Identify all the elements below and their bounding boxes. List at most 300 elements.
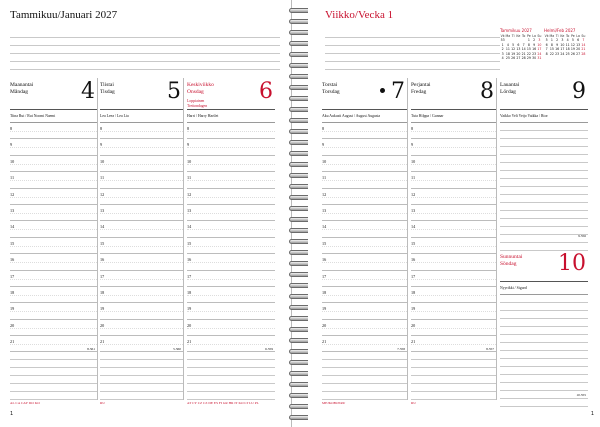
holiday-name	[187, 99, 207, 108]
notes-line[interactable]	[411, 352, 496, 360]
hour-slot[interactable]	[100, 238, 183, 254]
weekday-header: Ma	[505, 34, 511, 38]
calendar-day[interactable]: 3	[561, 38, 564, 43]
hour-slot[interactable]	[100, 156, 183, 172]
hour-slot[interactable]	[10, 172, 97, 188]
hour-label: 18	[411, 289, 416, 295]
half-hour-line	[100, 131, 183, 132]
notes-line[interactable]	[500, 235, 588, 243]
notes-line[interactable]	[500, 139, 588, 147]
calendar-day[interactable]: 18	[565, 47, 570, 52]
hour-slot[interactable]	[322, 238, 407, 254]
calendar-day[interactable]: 6	[577, 38, 580, 43]
calendar-day[interactable]: 2	[556, 38, 559, 43]
half-hour-line	[10, 164, 97, 165]
calendar-day[interactable]: 23	[555, 51, 560, 56]
calendar-day[interactable]: 10	[560, 42, 565, 47]
calendar-day[interactable]: 22	[549, 51, 554, 56]
hour-label: 19	[187, 306, 192, 312]
hour-label: 13	[187, 207, 192, 213]
half-hour-line	[10, 311, 97, 312]
half-hour-line	[100, 213, 183, 214]
half-hour-line	[322, 246, 407, 247]
country-codes: AL CA CAY DO KO	[10, 401, 40, 405]
day-number: 6	[259, 79, 273, 104]
hour-label: 10	[411, 158, 416, 164]
notes-line[interactable]	[500, 343, 588, 351]
half-hour-line	[187, 229, 275, 230]
hour-label: 21	[10, 339, 15, 345]
week-number[interactable]: 6	[545, 42, 548, 47]
day-column	[322, 78, 408, 400]
hour-slot[interactable]	[411, 303, 496, 319]
hour-slot[interactable]	[10, 254, 97, 270]
week-number[interactable]: 4	[501, 56, 504, 61]
days-remaining: 9.356	[578, 234, 586, 238]
notes-line[interactable]	[100, 360, 183, 368]
weekday-header: To	[521, 34, 526, 38]
half-hour-line	[100, 147, 183, 148]
notes-area-right	[325, 30, 500, 70]
calendar-day[interactable]: 13	[516, 47, 521, 52]
half-hour-line	[10, 279, 97, 280]
hour-slot[interactable]	[187, 123, 275, 139]
half-hour-line	[187, 164, 275, 165]
notes-line[interactable]	[10, 392, 97, 400]
notes-line[interactable]	[100, 392, 183, 400]
half-hour-line	[322, 295, 407, 296]
notes-line[interactable]	[500, 367, 588, 375]
half-hour-line	[411, 213, 496, 214]
calendar-day[interactable]: 4	[566, 38, 569, 43]
page-number-left: 1	[10, 411, 14, 417]
calendar-day[interactable]: 26	[570, 51, 575, 56]
calendar-day[interactable]: 22	[526, 51, 531, 56]
half-hour-line	[187, 131, 275, 132]
hour-label: 20	[100, 322, 105, 328]
notes-line[interactable]	[500, 163, 588, 171]
half-hour-line	[100, 197, 183, 198]
hour-label: 16	[322, 257, 327, 263]
half-hour-line	[10, 197, 97, 198]
hour-slot[interactable]	[187, 139, 275, 155]
half-hour-line	[100, 344, 183, 345]
hour-slot[interactable]	[187, 205, 275, 221]
hour-slot[interactable]	[10, 221, 97, 237]
hour-slot[interactable]	[411, 189, 496, 205]
half-hour-line	[322, 279, 407, 280]
hour-label: 8	[187, 126, 190, 131]
notes-line[interactable]	[322, 384, 407, 392]
weekday-header: Ti	[555, 34, 559, 38]
notes-line[interactable]	[500, 187, 588, 195]
hour-slot[interactable]	[100, 287, 183, 303]
calendar-day[interactable]: 16	[555, 47, 560, 52]
notes-line[interactable]	[411, 368, 496, 376]
notes-line[interactable]	[500, 359, 588, 367]
hour-slot[interactable]	[411, 123, 496, 139]
hour-slot[interactable]	[322, 336, 407, 352]
weekday-header: Su	[581, 34, 586, 38]
day-header	[10, 78, 97, 110]
hour-slot[interactable]	[100, 320, 183, 336]
notes-line[interactable]	[500, 179, 588, 187]
hour-label: 17	[322, 273, 327, 279]
notes-line[interactable]	[500, 131, 588, 139]
hour-slot[interactable]	[322, 123, 407, 139]
hour-label: 18	[187, 289, 192, 295]
calendar-day[interactable]: 20	[576, 47, 581, 52]
calendar-day[interactable]: 31	[537, 56, 542, 61]
calendar-day[interactable]: 24	[537, 51, 542, 56]
hour-slot[interactable]	[411, 156, 496, 172]
name-day-line: Tiina Rut / Rut Noomi Naemi	[10, 110, 97, 123]
calendar-day[interactable]: 5	[571, 38, 574, 43]
half-hour-line	[10, 246, 97, 247]
day-name-fi: Keskiviikko	[187, 82, 214, 88]
calendar-day[interactable]: 17	[560, 47, 565, 52]
hour-slot[interactable]	[10, 287, 97, 303]
notes-line[interactable]	[500, 391, 588, 399]
name-day-line: Aku Aukusti August / August Augusta	[322, 110, 407, 123]
calendar-day[interactable]: 29	[526, 56, 531, 61]
calendar-day[interactable]: 30	[532, 56, 537, 61]
half-hour-line	[411, 197, 496, 198]
mini-calendar-february	[544, 28, 586, 56]
weekday-header: Vk	[544, 34, 549, 38]
day-header	[500, 250, 588, 282]
half-hour-line	[10, 131, 97, 132]
calendar-day[interactable]: 19	[511, 51, 516, 56]
hour-slot[interactable]	[10, 139, 97, 155]
notes-line[interactable]	[187, 384, 275, 392]
hour-slot[interactable]	[411, 254, 496, 270]
calendar-day[interactable]: 8	[527, 42, 530, 47]
name-day-line: Tuta Hilppa / Gunnar	[411, 110, 496, 123]
hour-slot[interactable]	[411, 320, 496, 336]
notes-line[interactable]	[500, 375, 588, 383]
notes-line[interactable]	[10, 376, 97, 384]
notes-line[interactable]	[500, 155, 588, 163]
notes-line[interactable]	[322, 376, 407, 384]
hour-slot[interactable]	[100, 221, 183, 237]
weekday-header: To	[565, 34, 570, 38]
calendar-day[interactable]: 1	[550, 38, 553, 43]
calendar-day[interactable]: 20	[516, 51, 521, 56]
moon-phase-icon	[380, 88, 385, 93]
half-hour-line	[10, 295, 97, 296]
calendar-day[interactable]: 28	[521, 56, 526, 61]
calendar-day[interactable]: 7	[582, 38, 585, 43]
hour-label: 20	[10, 322, 15, 328]
hour-label: 20	[411, 322, 416, 328]
calendar-day[interactable]: 1	[527, 38, 530, 43]
notes-line[interactable]	[500, 303, 588, 311]
notes-line[interactable]	[500, 211, 588, 219]
hour-slot[interactable]	[10, 238, 97, 254]
hour-slot[interactable]	[100, 172, 183, 188]
day-name-sv: Onsdag	[187, 89, 204, 95]
hour-slot[interactable]	[411, 336, 496, 352]
notes-line[interactable]	[187, 360, 275, 368]
hour-slot[interactable]	[10, 205, 97, 221]
calendar-day[interactable]: 9	[533, 42, 536, 47]
half-hour-line	[411, 131, 496, 132]
notes-line[interactable]	[100, 352, 183, 360]
hour-label: 13	[100, 207, 105, 213]
half-hour-line	[100, 295, 183, 296]
hour-label: 16	[100, 257, 105, 263]
calendar-day[interactable]: 9	[556, 42, 559, 47]
hour-label: 12	[322, 191, 327, 197]
week-number[interactable]: 5	[545, 38, 548, 43]
calendar-day[interactable]: 2	[533, 38, 536, 43]
mini-calendar-january	[500, 28, 542, 60]
calendar-day[interactable]: 14	[521, 47, 526, 52]
hour-label: 8	[322, 126, 325, 131]
hour-slot[interactable]	[187, 320, 275, 336]
half-hour-line	[322, 262, 407, 263]
hour-label: 17	[10, 273, 15, 279]
notes-line[interactable]	[411, 392, 496, 400]
calendar-day[interactable]: 16	[532, 47, 537, 52]
hour-slot[interactable]	[322, 156, 407, 172]
calendar-day[interactable]: 23	[532, 51, 537, 56]
notes-line[interactable]	[500, 383, 588, 391]
half-hour-line	[100, 328, 183, 329]
hour-slot[interactable]	[322, 303, 407, 319]
notes-line[interactable]	[500, 319, 588, 327]
hour-label: 9	[187, 142, 190, 148]
hour-label: 14	[10, 224, 15, 230]
day-name	[411, 82, 431, 96]
notes-line[interactable]	[500, 227, 588, 235]
half-hour-line	[322, 131, 407, 132]
week-number[interactable]: 3	[501, 51, 504, 56]
hour-slot[interactable]	[187, 336, 275, 352]
weekday-header: Ke	[516, 34, 521, 38]
half-hour-line	[411, 229, 496, 230]
notes-line[interactable]	[500, 123, 588, 131]
weekday-header: Vk	[500, 34, 505, 38]
notes-line[interactable]	[322, 360, 407, 368]
name-day-line: Lea Leea / Lea Lia	[100, 110, 183, 123]
hour-slot[interactable]	[187, 221, 275, 237]
half-hour-line	[187, 311, 275, 312]
notes-line[interactable]	[500, 295, 588, 303]
hour-slot[interactable]	[10, 336, 97, 352]
hour-slot[interactable]	[411, 172, 496, 188]
notes-line[interactable]	[100, 368, 183, 376]
calendar-day[interactable]: 17	[537, 47, 542, 52]
hour-slot[interactable]	[322, 271, 407, 287]
hour-slot[interactable]	[10, 189, 97, 205]
half-hour-line	[322, 180, 407, 181]
half-hour-line	[322, 311, 407, 312]
day-name	[500, 254, 522, 268]
half-hour-line	[322, 197, 407, 198]
hour-slot[interactable]	[322, 287, 407, 303]
hour-slot[interactable]	[411, 287, 496, 303]
hour-slot[interactable]	[322, 189, 407, 205]
hour-slot[interactable]	[187, 189, 275, 205]
hour-slot[interactable]	[10, 271, 97, 287]
notes-line[interactable]	[10, 360, 97, 368]
notes-line[interactable]	[500, 203, 588, 211]
calendar-day[interactable]: 6	[517, 42, 520, 47]
calendar-day[interactable]: 15	[549, 47, 554, 52]
hour-slot[interactable]	[187, 238, 275, 254]
calendar-day[interactable]: 11	[505, 47, 510, 52]
hour-slot[interactable]	[100, 189, 183, 205]
days-remaining: 7.358	[397, 346, 405, 351]
calendar-day[interactable]: 24	[560, 51, 565, 56]
day-number: 9	[572, 79, 586, 104]
hour-slot[interactable]	[100, 303, 183, 319]
hour-slot[interactable]	[411, 221, 496, 237]
calendar-day[interactable]: 8	[550, 42, 553, 47]
half-hour-line	[100, 164, 183, 165]
notes-line[interactable]	[500, 311, 588, 319]
notes-line[interactable]	[500, 399, 588, 407]
notes-line[interactable]	[411, 360, 496, 368]
day-name	[500, 82, 519, 96]
hour-slot[interactable]	[322, 320, 407, 336]
hour-slot[interactable]	[10, 156, 97, 172]
hour-slot[interactable]	[322, 221, 407, 237]
notes-area-left	[10, 30, 280, 70]
hour-slot[interactable]	[322, 254, 407, 270]
calendar-day[interactable]: 25	[565, 51, 570, 56]
notes-line[interactable]	[500, 219, 588, 227]
hour-label: 9	[411, 142, 414, 148]
notes-line[interactable]	[322, 352, 407, 360]
hour-slot[interactable]	[100, 271, 183, 287]
hour-slot[interactable]	[100, 336, 183, 352]
day-name-sv: Tisdag	[100, 89, 115, 95]
hour-label: 11	[187, 175, 192, 181]
notes-line[interactable]	[500, 147, 588, 155]
hour-slot[interactable]	[100, 205, 183, 221]
hour-slot[interactable]	[187, 254, 275, 270]
calendar-day[interactable]: 14	[581, 42, 586, 47]
calendar-day[interactable]: 27	[516, 56, 521, 61]
week-number[interactable]: 8	[545, 51, 548, 56]
calendar-day[interactable]: 11	[565, 42, 570, 47]
calendar-day[interactable]: 18	[505, 51, 510, 56]
hour-slot[interactable]	[100, 254, 183, 270]
calendar-day[interactable]: 21	[521, 51, 526, 56]
calendar-day[interactable]: 19	[570, 47, 575, 52]
hour-slot[interactable]	[411, 271, 496, 287]
calendar-day[interactable]: 4	[506, 42, 509, 47]
hour-slot[interactable]	[10, 320, 97, 336]
calendar-day[interactable]: 15	[526, 47, 531, 52]
notes-line[interactable]	[500, 171, 588, 179]
calendar-day[interactable]: 12	[570, 42, 575, 47]
week-number[interactable]: 7	[545, 47, 548, 52]
notes-line[interactable]	[187, 376, 275, 384]
half-hour-line	[411, 311, 496, 312]
name-day-line: Nyyrikki / Sigurd	[500, 282, 588, 295]
hour-slot[interactable]	[411, 238, 496, 254]
page-number-right: 1	[590, 411, 594, 417]
hour-label: 19	[100, 306, 105, 312]
name-day-line: Vaikko Veli Veijo Vaikka / Rtor	[500, 110, 588, 123]
hour-slot[interactable]	[100, 123, 183, 139]
notes-line[interactable]	[10, 352, 97, 360]
hour-slot[interactable]	[187, 287, 275, 303]
notes-line[interactable]	[500, 351, 588, 359]
half-hour-line	[187, 147, 275, 148]
half-hour-line	[411, 147, 496, 148]
hour-slot[interactable]	[322, 172, 407, 188]
calendar-day[interactable]: 26	[511, 56, 516, 61]
hour-slot[interactable]	[322, 139, 407, 155]
calendar-day[interactable]: 7	[522, 42, 525, 47]
notes-line[interactable]	[187, 352, 275, 360]
calendar-day[interactable]: 21	[581, 47, 586, 52]
day-name-sv: Fredag	[411, 89, 427, 95]
half-hour-line	[322, 328, 407, 329]
notes-line[interactable]	[10, 384, 97, 392]
notes-line[interactable]	[500, 195, 588, 203]
notes-line[interactable]	[411, 384, 496, 392]
hour-slot[interactable]	[10, 303, 97, 319]
days-remaining: 10.355	[576, 393, 586, 397]
hour-slot[interactable]	[100, 139, 183, 155]
hour-label: 16	[10, 257, 15, 263]
week-number[interactable]: 1	[501, 42, 504, 47]
hour-slot[interactable]	[10, 123, 97, 139]
notes-line[interactable]	[10, 368, 97, 376]
hour-slot[interactable]	[187, 303, 275, 319]
hour-slot[interactable]	[187, 156, 275, 172]
hour-slot[interactable]	[411, 139, 496, 155]
notes-line[interactable]	[411, 376, 496, 384]
calendar-day[interactable]: 28	[581, 51, 586, 56]
calendar-day[interactable]: 10	[537, 42, 542, 47]
week-number[interactable]: 53	[500, 38, 505, 43]
calendar-day[interactable]: 5	[512, 42, 515, 47]
notes-line[interactable]	[322, 368, 407, 376]
hour-slot[interactable]	[322, 205, 407, 221]
hour-label: 15	[411, 240, 416, 246]
week-number[interactable]: 2	[501, 47, 504, 52]
notes-line[interactable]	[322, 392, 407, 400]
notes-line[interactable]	[100, 384, 183, 392]
notes-line[interactable]	[187, 392, 275, 400]
calendar-day[interactable]: 13	[576, 42, 581, 47]
hour-label: 12	[411, 191, 416, 197]
half-hour-line	[100, 229, 183, 230]
calendar-day[interactable]: 25	[505, 56, 510, 61]
calendar-day[interactable]: 3	[538, 38, 541, 43]
day-number: 10	[558, 251, 586, 276]
notes-line[interactable]	[187, 368, 275, 376]
hour-slot[interactable]	[187, 271, 275, 287]
mini-calendar-title: Tammikuu 2027	[500, 28, 532, 33]
hour-label: 8	[10, 126, 13, 131]
name-day-line: Harri / Harry Hartlet	[187, 110, 275, 123]
hour-slot[interactable]	[187, 172, 275, 188]
calendar-day[interactable]: 12	[511, 47, 516, 52]
notes-line[interactable]	[500, 327, 588, 335]
hour-slot[interactable]	[411, 205, 496, 221]
notes-line[interactable]	[500, 335, 588, 343]
notes-line[interactable]	[100, 376, 183, 384]
calendar-day[interactable]: 27	[576, 51, 581, 56]
